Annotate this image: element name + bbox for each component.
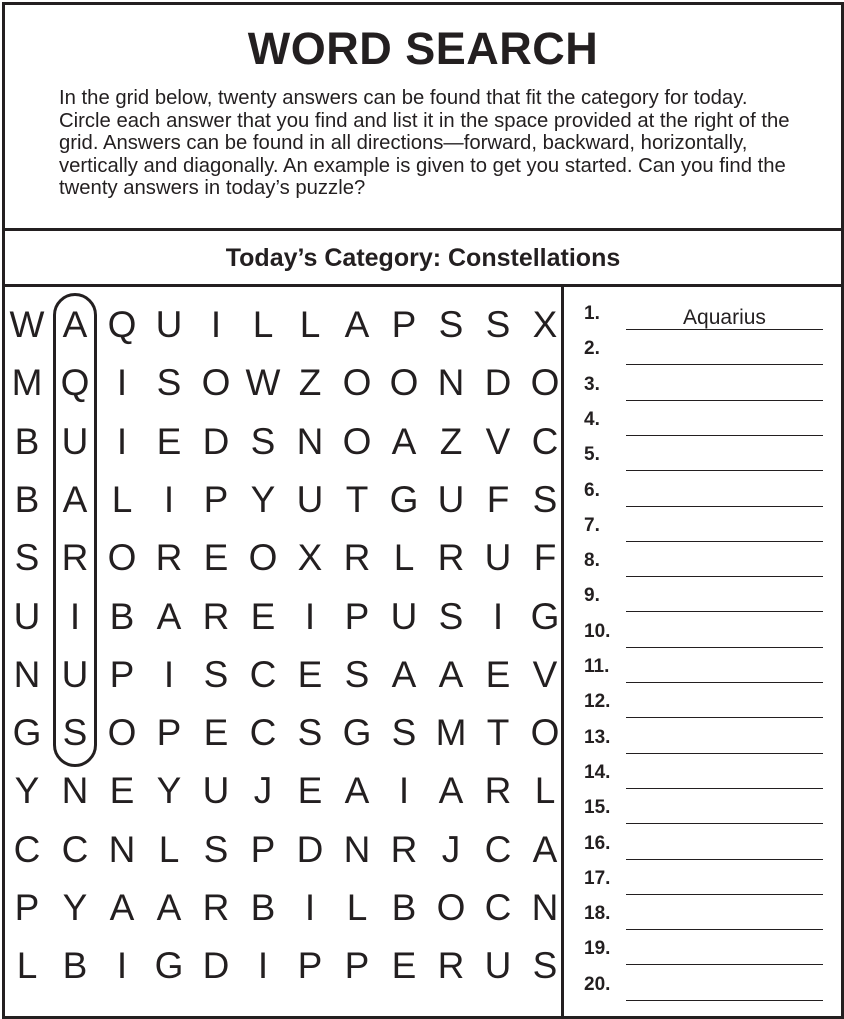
grid-letter[interactable]: D [484, 362, 512, 404]
grid-letter[interactable]: P [156, 712, 182, 754]
grid-letter[interactable]: G [389, 478, 419, 520]
grid-letter[interactable]: O [342, 420, 372, 462]
answer-blank[interactable] [626, 660, 823, 683]
answer-number: 3. [584, 373, 600, 395]
answer-number: 18. [584, 903, 611, 925]
grid-letter[interactable]: U [296, 478, 324, 520]
grid-letter[interactable]: P [391, 304, 417, 345]
answer-number: 2. [584, 338, 600, 360]
grid-letter[interactable]: E [109, 770, 135, 812]
grid-letter[interactable]: R [202, 887, 230, 928]
puzzle-title: WORD SEARCH [247, 23, 599, 74]
answer-row [564, 893, 841, 928]
grid-letter[interactable]: G [154, 945, 184, 987]
grid-letter[interactable]: F [486, 478, 510, 520]
grid-letter[interactable]: A [391, 420, 417, 462]
grid-letter[interactable]: M [11, 362, 43, 404]
grid-letter[interactable]: C [484, 887, 512, 928]
answer-row [564, 470, 841, 505]
answer-row [564, 681, 841, 716]
grid-letter[interactable]: U [484, 945, 512, 987]
grid-letter[interactable]: N [13, 653, 41, 695]
answer-blank[interactable] [626, 695, 823, 718]
grid-letter[interactable]: S [485, 304, 511, 345]
grid-letter[interactable]: I [304, 595, 316, 637]
grid-letter[interactable]: I [210, 304, 222, 345]
grid-letter[interactable]: M [435, 712, 467, 754]
grid-letter[interactable]: O [107, 537, 137, 579]
grid-letter[interactable]: Q [107, 304, 137, 345]
grid-letter[interactable]: J [441, 828, 461, 870]
grid-letter[interactable]: L [158, 828, 180, 870]
answer-number: 7. [584, 514, 600, 536]
grid-letter[interactable]: A [344, 304, 370, 345]
grid-letter[interactable]: U [155, 304, 183, 345]
grid-letter[interactable]: E [250, 595, 276, 637]
grid-letter[interactable]: N [437, 362, 465, 404]
answer-number: 12. [584, 691, 611, 713]
grid-letter[interactable]: O [248, 537, 278, 579]
grid-letter[interactable]: A [62, 304, 88, 345]
grid-letter[interactable]: Y [156, 770, 182, 812]
grid-letter[interactable]: G [12, 712, 42, 754]
grid-letter[interactable]: L [111, 478, 133, 520]
grid-letter[interactable]: E [391, 945, 417, 987]
answer-blank[interactable] [626, 731, 823, 754]
answer-blank[interactable] [626, 942, 823, 965]
grid-letter[interactable]: N [343, 828, 371, 870]
grid-letter[interactable]: I [398, 770, 410, 812]
grid-letter[interactable]: D [202, 420, 230, 462]
grid-letter[interactable]: P [250, 828, 276, 870]
grid-letter[interactable]: N [296, 420, 324, 462]
grid-letter[interactable]: O [436, 887, 466, 928]
answer-number: 8. [584, 550, 600, 572]
puzzle-instructions: In the grid below, twenty answers can be found that fit the category for today. Circle each answer that you find and list it in the space provided at the right of the grid. Answers can be found in all directions—forward, backward, horizontally, vertically and diagonally. An example is given to get you started. Can you find the twenty answers in today’s puzzle? [59, 87, 790, 199]
grid-letter[interactable]: Z [439, 420, 463, 462]
grid-letter[interactable]: C [249, 712, 277, 754]
letter-grid-area [5, 287, 564, 1016]
grid-letter[interactable]: E [203, 712, 229, 754]
answer-number: 13. [584, 726, 611, 748]
answer-row [564, 293, 841, 328]
grid-letter[interactable]: U [390, 595, 418, 637]
answer-number: 20. [584, 973, 611, 995]
grid-letter[interactable]: U [61, 420, 89, 462]
grid-letter[interactable]: X [532, 304, 558, 345]
answer-row [564, 364, 841, 399]
answer-blank[interactable] [626, 978, 823, 1001]
grid-letter[interactable]: E [156, 420, 182, 462]
grid-row [5, 762, 561, 820]
grid-letter[interactable]: S [532, 478, 558, 520]
answer-blank[interactable] [626, 484, 823, 507]
grid-letter[interactable]: O [530, 712, 560, 754]
grid-letter[interactable]: P [297, 945, 323, 987]
grid-letter[interactable]: I [116, 945, 128, 987]
grid-letter[interactable]: I [116, 420, 128, 462]
answer-blank[interactable] [626, 519, 823, 542]
grid-letter[interactable]: A [438, 770, 464, 812]
grid-letter[interactable]: L [534, 770, 556, 812]
answer-number: 16. [584, 832, 611, 854]
answer-blank[interactable] [626, 837, 823, 860]
grid-letter[interactable]: N [61, 770, 89, 812]
grid-letter[interactable]: S [391, 712, 417, 754]
grid-letter[interactable]: R [484, 770, 512, 812]
answer-number: 10. [584, 620, 611, 642]
grid-letter[interactable]: B [14, 478, 40, 520]
grid-letter[interactable]: U [437, 478, 465, 520]
grid-letter[interactable]: C [484, 828, 512, 870]
grid-letter[interactable]: C [249, 653, 277, 695]
grid-letter[interactable]: L [252, 304, 274, 345]
grid-letter[interactable]: A [62, 478, 88, 520]
grid-letter[interactable]: S [344, 653, 370, 695]
answer-blank[interactable]: Aquarius [626, 307, 823, 330]
answer-row [564, 434, 841, 469]
answer-number: 6. [584, 479, 600, 501]
grid-letter[interactable]: R [155, 537, 183, 579]
grid-letter[interactable]: S [438, 304, 464, 345]
grid-letter[interactable]: O [107, 712, 137, 754]
grid-letter[interactable]: A [438, 653, 464, 695]
grid-letter[interactable]: U [484, 537, 512, 579]
answer-list [564, 287, 841, 1016]
grid-letter[interactable]: U [13, 595, 41, 637]
answer-number: 14. [584, 761, 611, 783]
answer-row [564, 787, 841, 822]
answer-blank[interactable] [626, 872, 823, 895]
grid-letter[interactable]: W [9, 304, 45, 345]
grid-letter[interactable]: A [532, 828, 558, 870]
answer-row [564, 928, 841, 963]
answer-blank[interactable] [626, 554, 823, 577]
grid-letter[interactable]: X [297, 537, 323, 579]
answer-row [564, 505, 841, 540]
grid-letter[interactable]: P [203, 478, 229, 520]
grid-letter[interactable]: S [438, 595, 464, 637]
grid-letter[interactable]: S [250, 420, 276, 462]
grid-row [5, 821, 561, 879]
answer-row [564, 646, 841, 681]
grid-letter[interactable]: Y [250, 478, 276, 520]
grid-letter[interactable]: L [346, 887, 368, 928]
grid-letter[interactable]: U [202, 770, 230, 812]
answer-number: 4. [584, 408, 600, 430]
grid-letter[interactable]: D [202, 945, 230, 987]
answer-row [564, 399, 841, 434]
answer-blank[interactable] [626, 342, 823, 365]
grid-letter[interactable]: C [531, 420, 559, 462]
grid-letter[interactable]: Y [14, 770, 40, 812]
answer-number: 5. [584, 444, 600, 466]
grid-letter[interactable]: C [61, 828, 89, 870]
answer-row [564, 328, 841, 363]
grid-letter[interactable]: A [109, 887, 135, 928]
answer-blank[interactable] [626, 378, 823, 401]
grid-letter[interactable]: L [393, 537, 415, 579]
grid-letter[interactable]: O [389, 362, 419, 404]
answer-number: 9. [584, 585, 600, 607]
grid-letter[interactable]: N [531, 887, 559, 928]
grid-letter[interactable]: I [492, 595, 504, 637]
grid-letter[interactable]: E [203, 537, 229, 579]
grid-letter[interactable]: B [250, 887, 276, 928]
answer-number: 19. [584, 938, 611, 960]
answer-number: 11. [584, 656, 610, 677]
answer-blank[interactable] [626, 625, 823, 648]
grid-letter[interactable]: V [532, 653, 558, 695]
grid-letter[interactable]: R [437, 945, 465, 987]
grid-letter[interactable]: I [163, 478, 175, 520]
answer-blank[interactable] [626, 448, 823, 471]
grid-letter[interactable]: V [485, 420, 511, 462]
grid-letter[interactable]: W [245, 362, 281, 404]
grid-letter[interactable]: D [296, 828, 324, 870]
grid-letter[interactable]: I [163, 653, 175, 695]
grid-letter[interactable]: N [108, 828, 136, 870]
answer-blank[interactable] [626, 801, 823, 824]
grid-letter[interactable]: P [109, 653, 135, 695]
grid-letter[interactable]: I [304, 887, 316, 928]
grid-letter[interactable]: I [116, 362, 128, 404]
answer-blank[interactable] [626, 413, 823, 436]
grid-letter[interactable]: B [14, 420, 40, 462]
answer-row [564, 540, 841, 575]
grid-row [5, 879, 561, 937]
category-label: Today’s Category: Constellations [225, 244, 621, 272]
grid-letter[interactable]: S [297, 712, 323, 754]
answer-blank[interactable] [626, 589, 823, 612]
grid-letter[interactable]: Y [62, 887, 88, 928]
grid-letter[interactable]: B [62, 945, 88, 987]
grid-letter[interactable]: E [485, 653, 511, 695]
grid-letter[interactable]: S [203, 653, 229, 695]
grid-letter[interactable]: I [257, 945, 269, 987]
grid-letter[interactable]: P [344, 595, 370, 637]
grid-letter[interactable]: A [156, 595, 182, 637]
answer-row [564, 752, 841, 787]
grid-letter[interactable]: U [61, 653, 89, 695]
answer-blank[interactable] [626, 766, 823, 789]
grid-letter[interactable]: S [156, 362, 182, 404]
answer-row [564, 717, 841, 752]
answer-row [564, 964, 841, 999]
grid-letter[interactable]: F [533, 537, 557, 579]
grid-letter[interactable]: E [297, 653, 323, 695]
answer-row [564, 823, 841, 858]
grid-letter[interactable]: R [343, 537, 371, 579]
answer-blank[interactable] [626, 907, 823, 930]
grid-letter[interactable]: C [13, 828, 41, 870]
puzzle-header [5, 5, 841, 231]
grid-letter[interactable]: L [16, 945, 38, 987]
grid-letter[interactable]: O [201, 362, 231, 404]
grid-letter[interactable]: R [390, 828, 418, 870]
grid-letter[interactable]: I [69, 595, 81, 637]
puzzle-frame [2, 2, 844, 1019]
grid-letter[interactable]: A [156, 887, 182, 928]
grid-letter[interactable]: T [486, 712, 510, 754]
grid-letter[interactable]: G [342, 712, 372, 754]
grid-letter[interactable]: O [530, 362, 560, 404]
grid-letter[interactable]: O [342, 362, 372, 404]
grid-letter[interactable]: A [391, 653, 417, 695]
answer-row [564, 611, 841, 646]
grid-letter[interactable]: G [530, 595, 560, 637]
grid-letter[interactable]: Z [298, 362, 322, 404]
grid-letter[interactable]: Q [60, 362, 90, 404]
grid-letter[interactable]: P [344, 945, 370, 987]
grid-letter[interactable]: R [437, 537, 465, 579]
grid-letter[interactable]: S [532, 945, 558, 987]
grid-letter[interactable]: R [202, 595, 230, 637]
grid-letter[interactable]: L [299, 304, 321, 345]
grid-letter[interactable]: P [14, 887, 40, 928]
grid-letter[interactable]: T [345, 478, 369, 520]
grid-letter[interactable]: B [109, 595, 135, 637]
grid-letter[interactable]: R [61, 537, 89, 579]
grid-letter[interactable]: S [14, 537, 40, 579]
grid-letter[interactable]: S [62, 712, 88, 754]
answer-number: 1. [584, 303, 600, 324]
grid-letter[interactable]: S [203, 828, 229, 870]
answer-row [564, 575, 841, 610]
grid-letter[interactable]: E [297, 770, 323, 812]
grid-row [5, 937, 561, 995]
category-bar [5, 231, 841, 287]
answer-number: 15. [584, 797, 611, 819]
example-answer-circle [53, 293, 97, 767]
grid-letter[interactable]: B [391, 887, 417, 928]
grid-letter[interactable]: J [253, 770, 273, 812]
answer-row [564, 858, 841, 893]
grid-letter[interactable]: A [344, 770, 370, 812]
answer-number: 17. [584, 867, 611, 889]
